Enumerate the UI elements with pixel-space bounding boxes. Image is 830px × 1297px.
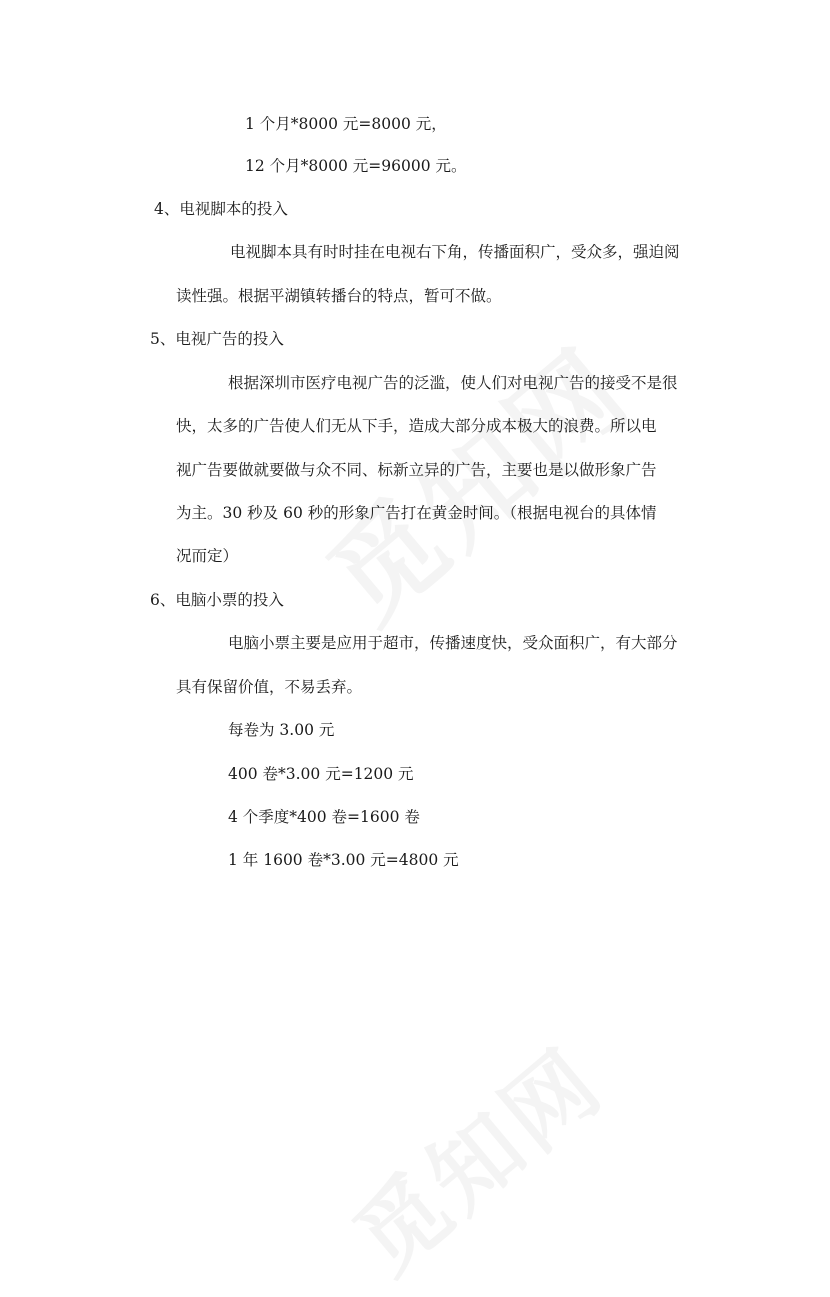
watermark-bottom bbox=[322, 1013, 626, 1297]
calc-line: 1 个月*8000 元=8000 元， bbox=[245, 115, 447, 133]
paragraph-line: 电视脚本具有时时挂在电视右下角，传播面积广，受众多，强迫阅 bbox=[230, 243, 680, 261]
calc-line: 400 卷*3.00 元=1200 元 bbox=[228, 765, 414, 783]
paragraph-line: 具有保留价值，不易丢弃。 bbox=[176, 678, 363, 696]
paragraph-line: 读性强。根据平湖镇转播台的特点，暂可不做。 bbox=[176, 287, 502, 305]
section-heading-4: 4、电视脚本的投入 bbox=[154, 200, 288, 218]
paragraph-line: 为主。30 秒及 60 秒的形象广告打在黄金时间。（根据电视台的具体情 bbox=[176, 504, 657, 522]
section-heading-5: 5、电视广告的投入 bbox=[150, 330, 284, 348]
paragraph-line: 况而定） bbox=[176, 547, 239, 565]
paragraph-line: 快，太多的广告使人们无从下手，造成大部分成本极大的浪费。所以电 bbox=[176, 417, 657, 435]
paragraph-line: 电脑小票主要是应用于超市，传播速度快，受众面积广，有大部分 bbox=[228, 634, 678, 652]
calc-line: 每卷为 3.00 元 bbox=[228, 721, 335, 739]
calc-line: 1 年 1600 卷*3.00 元=4800 元 bbox=[228, 851, 459, 869]
calc-line: 4 个季度*400 卷=1600 卷 bbox=[228, 808, 420, 826]
paragraph-line: 视广告要做就要做与众不同、标新立异的广告，主要也是以做形象广告 bbox=[176, 461, 657, 479]
section-heading-6: 6、电脑小票的投入 bbox=[150, 591, 284, 609]
paragraph-line: 根据深圳市医疗电视广告的泛滥，使人们对电视广告的接受不是很 bbox=[228, 374, 678, 392]
calc-line: 12 个月*8000 元=96000 元。 bbox=[245, 157, 467, 175]
